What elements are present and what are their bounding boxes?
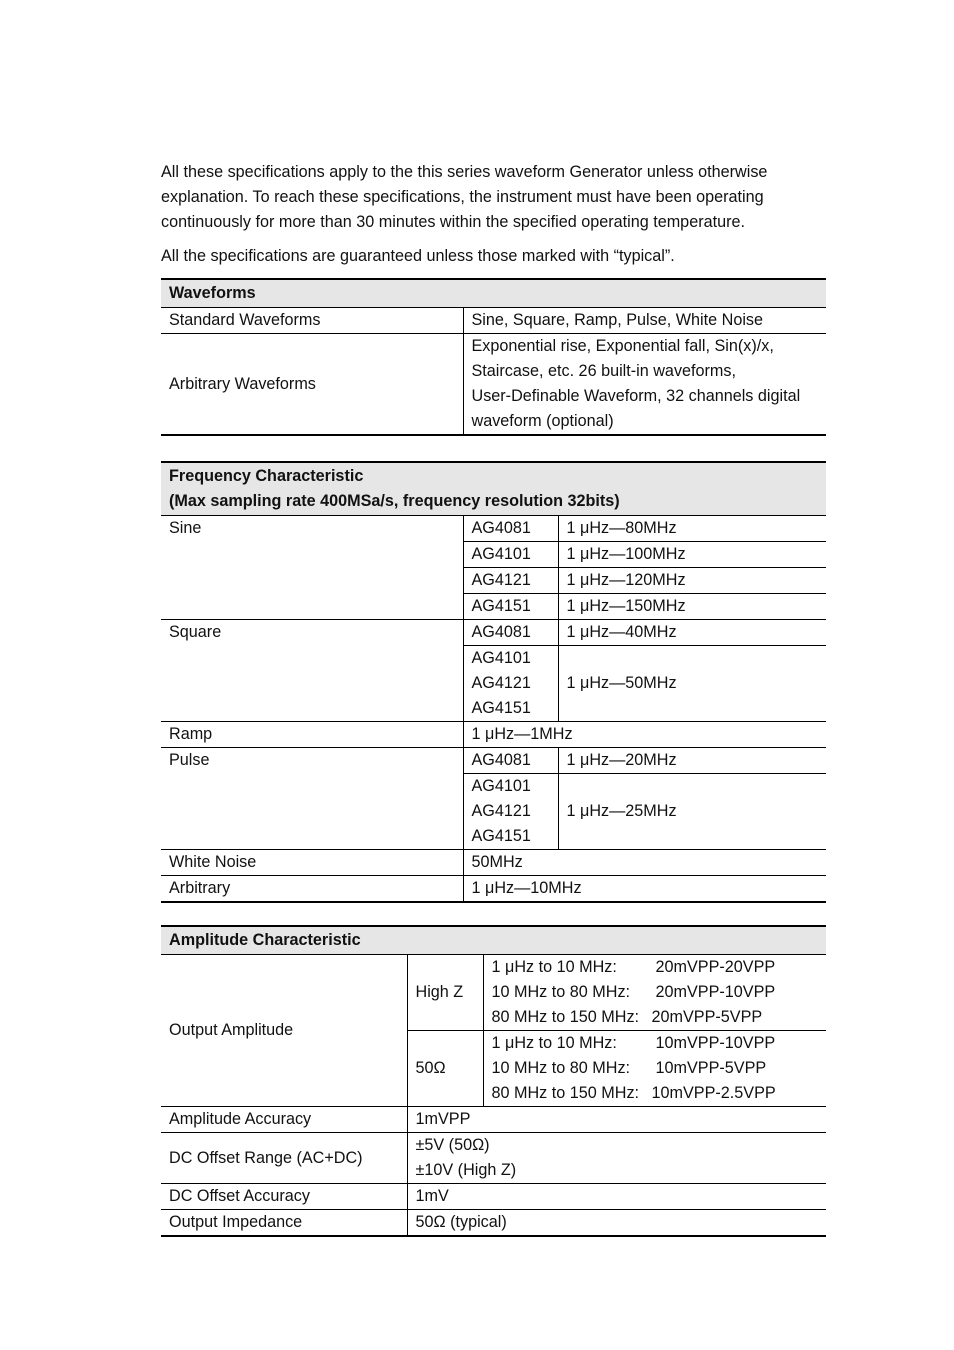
frequency-header-subtitle: (Max sampling rate 400MSa/s, frequency resolution 32bits)	[169, 492, 620, 510]
ohm50-row	[492, 1031, 827, 1056]
amplitude-value: 20mVPP-20VPP	[655, 958, 776, 976]
sine-range: 1 μHz—150MHz	[558, 594, 826, 620]
amplitude-value: 20mVPP-10VPP	[655, 983, 776, 1001]
sine-model: AG4081	[463, 516, 558, 542]
square-label: Square	[161, 620, 463, 722]
sine-label: Sine	[161, 516, 463, 620]
ohm50-row	[492, 1081, 827, 1106]
square-model: AG4151	[471, 699, 531, 717]
high-z-row	[492, 955, 827, 980]
pulse-model: AG4081	[463, 748, 558, 774]
amplitude-value: 10mVPP-10VPP	[655, 1034, 776, 1052]
freq-range: 10 MHz to 80 MHz:	[491, 983, 631, 1001]
dc-offset-range-value	[407, 1133, 826, 1184]
sine-range: 1 μHz—120MHz	[558, 568, 826, 594]
square-model: AG4081	[463, 620, 558, 646]
arbitrary-label: Arbitrary	[169, 879, 231, 897]
high-z-row	[492, 1005, 827, 1030]
guarantee-note: All the specifications are guaranteed unless those marked with “typical”.	[161, 247, 675, 265]
square-range: 1 μHz—40MHz	[558, 620, 826, 646]
intro-line: explanation. To reach these specifications, the instrument must have been operating	[161, 188, 764, 206]
freq-range: 80 MHz to 150 MHz:	[491, 1008, 640, 1026]
sine-model: AG4101	[463, 542, 558, 568]
waveforms-header: Waveforms	[161, 279, 826, 308]
amplitude-accuracy-value: 1mVPP	[407, 1107, 826, 1133]
ohm50-label: 50Ω	[407, 1031, 483, 1107]
freq-range: 1 μHz to 10 MHz:	[491, 958, 617, 976]
sine-model: AG4151	[463, 594, 558, 620]
sine-range: 1 μHz—100MHz	[558, 542, 826, 568]
freq-range: 10 MHz to 80 MHz:	[491, 1059, 631, 1077]
dc-offset-accuracy-label: DC Offset Accuracy	[161, 1184, 407, 1210]
pulse-model: AG4151	[471, 827, 531, 845]
pulse-model-group	[463, 774, 558, 850]
dc-offset-range-label: DC Offset Range (AC+DC)	[161, 1133, 407, 1184]
square-model-group	[463, 646, 558, 722]
arbitrary-value: 1 μHz—10MHz	[463, 876, 826, 903]
amplitude-header: Amplitude Characteristic	[161, 926, 826, 955]
freq-range: 1 μHz to 10 MHz:	[491, 1034, 617, 1052]
ohm50-values	[483, 1031, 826, 1107]
arbitrary-waveforms-line: Staircase, etc. 26 built-in waveforms,	[471, 362, 737, 380]
freq-range: 80 MHz to 150 MHz:	[491, 1084, 640, 1102]
arbitrary-waveforms-line: User-Definable Waveform, 32 channels digital	[471, 387, 801, 405]
standard-waveforms-label: Standard Waveforms	[161, 308, 463, 334]
frequency-header	[161, 462, 826, 516]
square-range: 1 μHz—50MHz	[558, 646, 826, 722]
frequency-header-title: Frequency Characteristic	[169, 467, 364, 485]
pulse-model: AG4121	[471, 802, 531, 820]
dc-offset-range-line: ±10V (High Z)	[415, 1161, 517, 1179]
waveforms-table	[161, 278, 826, 436]
pulse-model: AG4101	[471, 777, 531, 795]
amplitude-table	[161, 925, 826, 1237]
amplitude-value: 10mVPP-2.5VPP	[651, 1084, 776, 1102]
pulse-range: 1 μHz—25MHz	[558, 774, 826, 850]
intro-line: All these specifications apply to the this series waveform Generator unless otherwise	[161, 163, 768, 181]
ohm50-row	[492, 1056, 827, 1081]
sine-model: AG4121	[463, 568, 558, 594]
arbitrary-waveforms-line: waveform (optional)	[471, 412, 614, 430]
frequency-table	[161, 461, 826, 903]
pulse-label: Pulse	[161, 748, 463, 850]
intro-paragraph	[161, 160, 841, 235]
high-z-label: High Z	[407, 955, 483, 1031]
arbitrary-waveforms-value	[463, 334, 826, 436]
dc-offset-accuracy-value: 1mV	[407, 1184, 826, 1210]
square-model: AG4121	[471, 674, 531, 692]
high-z-values	[483, 955, 826, 1031]
ramp-label: Ramp	[161, 722, 463, 748]
arbitrary-waveforms-line: Exponential rise, Exponential fall, Sin(x)/x,	[471, 337, 774, 355]
high-z-row	[492, 980, 827, 1005]
intro-line: continuously for more than 30 minutes within the specified operating temperature.	[161, 213, 745, 231]
amplitude-value: 20mVPP-5VPP	[651, 1008, 763, 1026]
ramp-value: 1 μHz—1MHz	[463, 722, 826, 748]
amplitude-accuracy-label: Amplitude Accuracy	[161, 1107, 407, 1133]
output-impedance-label: Output Impedance	[169, 1213, 303, 1231]
arbitrary-waveforms-label: Arbitrary Waveforms	[169, 374, 316, 393]
output-amplitude-label: Output Amplitude	[161, 955, 407, 1107]
pulse-range: 1 μHz—20MHz	[558, 748, 826, 774]
dc-offset-range-line: ±5V (50Ω)	[415, 1136, 490, 1154]
white-noise-value: 50MHz	[463, 850, 826, 876]
standard-waveforms-value: Sine, Square, Ramp, Pulse, White Noise	[463, 308, 826, 334]
white-noise-label: White Noise	[161, 850, 463, 876]
sine-range: 1 μHz—80MHz	[558, 516, 826, 542]
output-impedance-value: 50Ω (typical)	[407, 1210, 826, 1237]
amplitude-value: 10mVPP-5VPP	[655, 1059, 767, 1077]
square-model: AG4101	[471, 649, 531, 667]
